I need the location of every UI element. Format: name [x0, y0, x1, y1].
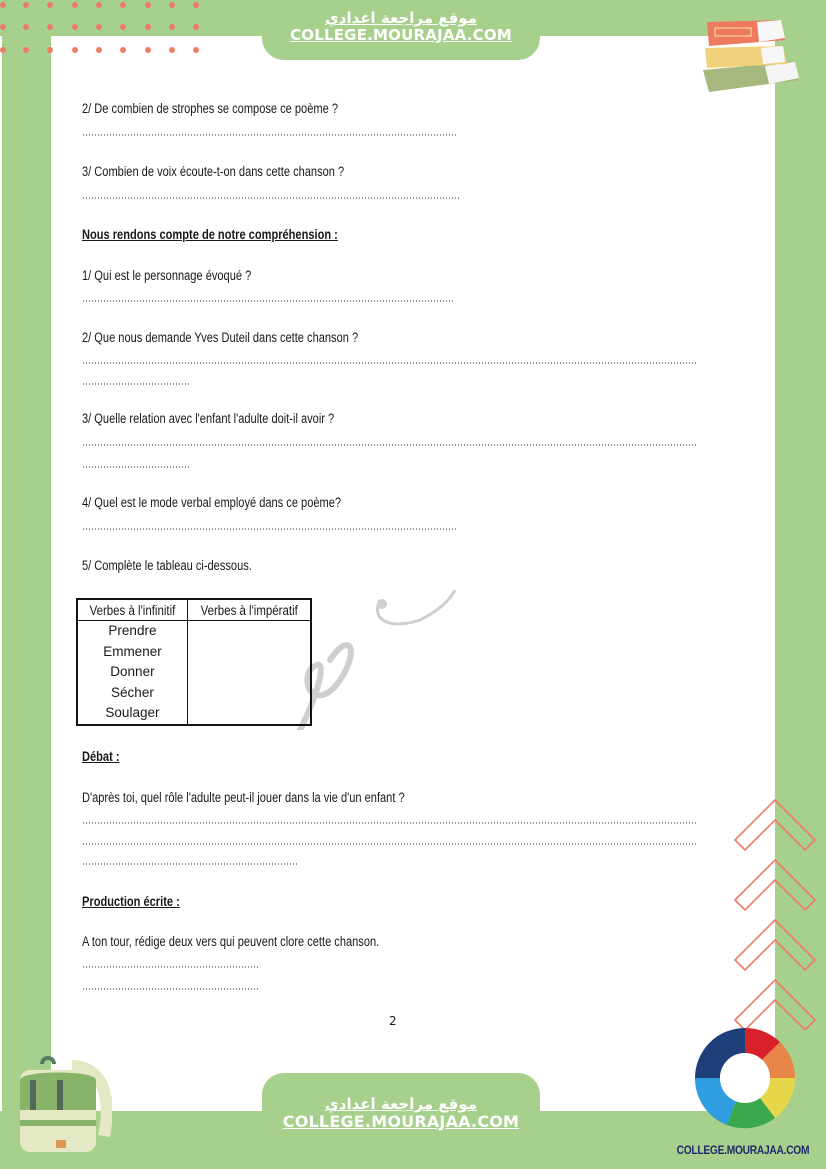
verb-infinitive: Sécher: [111, 684, 154, 700]
answer-line[interactable]: [82, 843, 698, 845]
answer-line[interactable]: [82, 528, 457, 530]
answer-line[interactable]: [82, 988, 258, 990]
header-arabic-title: موقع مراجعة اعدادي: [325, 9, 477, 27]
heading-writing: Production écrite :: [82, 894, 180, 909]
answer-line[interactable]: [82, 300, 454, 302]
answer-line[interactable]: [82, 444, 698, 446]
footer-site-url[interactable]: COLLEGE.MOURAJAA.COM: [282, 1111, 520, 1131]
frame-left-band: [2, 0, 51, 1169]
answer-line[interactable]: [82, 466, 191, 468]
chevron-up-icons-decoration: [733, 790, 818, 1030]
heading-debate: Débat :: [82, 749, 120, 764]
writing-prompt: A ton tour, rédige deux vers qui peuvent clore cette chanson.: [82, 934, 380, 949]
question-relation: 3/ Quelle relation avec l'enfant l'adulte doit-il avoir ?: [82, 411, 335, 426]
books-stack-illustration: [695, 8, 805, 96]
footer-site-title[interactable]: [262, 1096, 540, 1130]
question-verbal-mode: 4/ Quel est le mode verbal employé dans ce poème?: [82, 495, 342, 510]
subjects-wheel-logo: [695, 1022, 795, 1140]
table-header-infinitive: Verbes à l'infinitif: [77, 599, 187, 621]
answer-line[interactable]: [82, 383, 191, 385]
backpack-illustration: [12, 1056, 112, 1156]
answer-line[interactable]: [82, 197, 459, 199]
header-site-title[interactable]: [262, 10, 540, 43]
answer-line[interactable]: [82, 362, 698, 364]
decorative-dot-grid: [0, 0, 200, 56]
answer-line[interactable]: [82, 863, 298, 865]
footer-arabic-title: موقع مراجعة اعدادي: [325, 1095, 477, 1113]
imperative-answer-cell[interactable]: [187, 621, 311, 725]
question-voices: 3/ Combien de voix écoute-t-on dans cette chanson ?: [82, 164, 345, 179]
question-debate: D'après toi, quel rôle l'adulte peut-il jouer dans la vie d'un enfant ?: [82, 790, 405, 805]
verb-infinitive: Donner: [110, 664, 155, 679]
question-character: 1/ Qui est le personnage évoqué ?: [82, 268, 252, 283]
question-complete-table: 5/ Complète le tableau ci-dessous.: [82, 558, 252, 573]
verb-infinitive: Prendre: [108, 623, 157, 638]
verb-infinitive: Soulager: [105, 705, 160, 720]
infinitive-list: [77, 621, 187, 725]
table-header-imperative: Verbes à l'impératif: [187, 599, 311, 621]
answer-line[interactable]: [82, 966, 258, 968]
header-site-url[interactable]: COLLEGE.MOURAJAA.COM: [290, 25, 512, 44]
verb-table: [76, 598, 312, 726]
question-yves-duteil: 2/ Que nous demande Yves Duteil dans cette chanson ?: [82, 330, 359, 345]
question-strophes: 2/ De combien de strophes se compose ce poème ?: [82, 101, 338, 116]
heading-comprehension: Nous rendons compte de notre compréhension :: [82, 227, 338, 242]
page-number: 2: [389, 1014, 397, 1028]
footer-logo-label[interactable]: COLLEGE.MOURAJAA.COM: [676, 1143, 810, 1157]
answer-line[interactable]: [82, 822, 698, 824]
answer-line[interactable]: [82, 134, 457, 136]
watermark-script: [290, 590, 470, 730]
verb-infinitive: Emmener: [103, 643, 162, 659]
